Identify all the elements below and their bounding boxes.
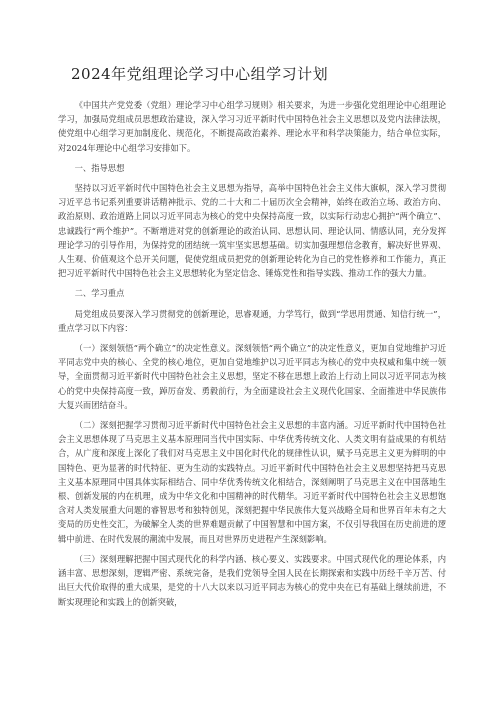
study-item-3-paragraph: （三）深刻理解把握中国式现代化的科学内涵、核心要义、实践要求。中国式现代化的理论体系，内涵丰富、思想深刻，逻辑严密、系统完备，是我们党领导全国人民在长期探索和实践中历经千辛万苦、付出巨大代价取得的重大成果，是党的十八大以来以习近平同志为核心的党中央在已有基础上继续前进，不断实现理论和实践上的创新突破， xyxy=(58,553,446,607)
section-heading-guiding-thought: 一、指导思想 xyxy=(74,162,125,173)
study-item-2-paragraph: （二）深刻把握学习贯彻习近平新时代中国特色社会主义思想的丰富内涵。习近平新时代中国特色社会主义思想体现了马克思主义基本原理同当代中国实际、中华优秀传统文化、人类文明有益成果的有机结合，从广度和深度上深化了我们对马克思主义中国化时代化的规律性认识，赋予马克思主义更为鲜明的中国特色、更为显著的时代特征、更为生动的实践特点。习近平新时代中国特色社会主义思想坚持把马克思主义基本原理同中国具体实际相结合、同中华优秀传统文化相结合，深刻阐明了马克思主义在中国落地生根、创新发展的内在机理，成为中华文化和中国精神的时代精华。习近平新时代中国特色社会主义思想饱含对人类发展重大问题的睿智思考和独特创见，深刻把握中华民族伟大复兴战略全局和世界百年未有之大变局的历史性交汇，为破解全人类的世界难题贡献了中国智慧和中国方案，不仅引导我国在历史前进的逻辑中前进、在时代发展的潮流中发展，而且对世界历史进程产生深刻影响。 xyxy=(58,420,446,544)
study-focus-intro-paragraph: 局党组成员要深入学习贯彻党的创新理论，思睿观通，力学笃行，做到“学思用贯通、知信行统一”，重点学习以下内容： xyxy=(58,308,446,333)
study-item-1-paragraph: （一）深刻领悟“两个确立”的决定性意义。深刻领悟“两个确立”的决定性意义，更加自觉地维护习近平同志党中央的核心、全党的核心地位，更加自觉地维护以习近平同志为核心的党中央权威和集中统一领导，全面贯彻习近平新时代中国特色社会主义思想，坚定不移在思想上政治上行动上同以习近平同志为核心的党中央保持高度一致，踔厉奋发、勇毅前行，为全面建设社会主义现代化国家、全面推进中华民族伟大复兴而团结奋斗。 xyxy=(58,343,446,410)
section-heading-study-focus: 二、学习重点 xyxy=(74,288,125,299)
intro-paragraph: 《中国共产党党委（党组）理论学习中心组学习规则》相关要求，为进一步强化党组理论中心组理论学习，加强局党组成员思想政治建设，深入学习习近平新时代中国特色社会主义思想以及党内法律法规，使党组中心组学习更加制度化、规范化，不断提高政治素养、理论水平和科学决策能力，结合单位实际，对2024年理论中心组学习安排如下。 xyxy=(58,100,446,153)
guiding-thought-paragraph: 坚持以习近平新时代中国特色社会主义思想为指导，高举中国特色社会主义伟大旗帜，深入学习贯彻习近平总书记系列重要讲话精神批示、党的二十大和二十届历次全会精神，始终在政治立场、政治方向、政治原则、政治道路上同以习近平同志为核心的党中央保持高度一致，以实际行动忠心拥护“两个确立”、忠诚践行“两个维护”。不断增进对党的创新理论的政治认同、思想认同、理论认同、情感认同，充分发挥理论学习的引导作用，为保持党的团结统一筑牢坚实思想基础。切实加强理想信念教育，解决好世界观、人生观、价值观这个总开关问题，促使党组成员把党的创新理论转化为自己的党性修养和工作能力，真正把习近平新时代中国特色社会主义思想转化为坚定信念、锤炼党性和指导实践、推动工作的强大力量。 xyxy=(58,183,446,279)
document-title: 2024年党组理论学习中心组学习计划 xyxy=(71,65,329,83)
